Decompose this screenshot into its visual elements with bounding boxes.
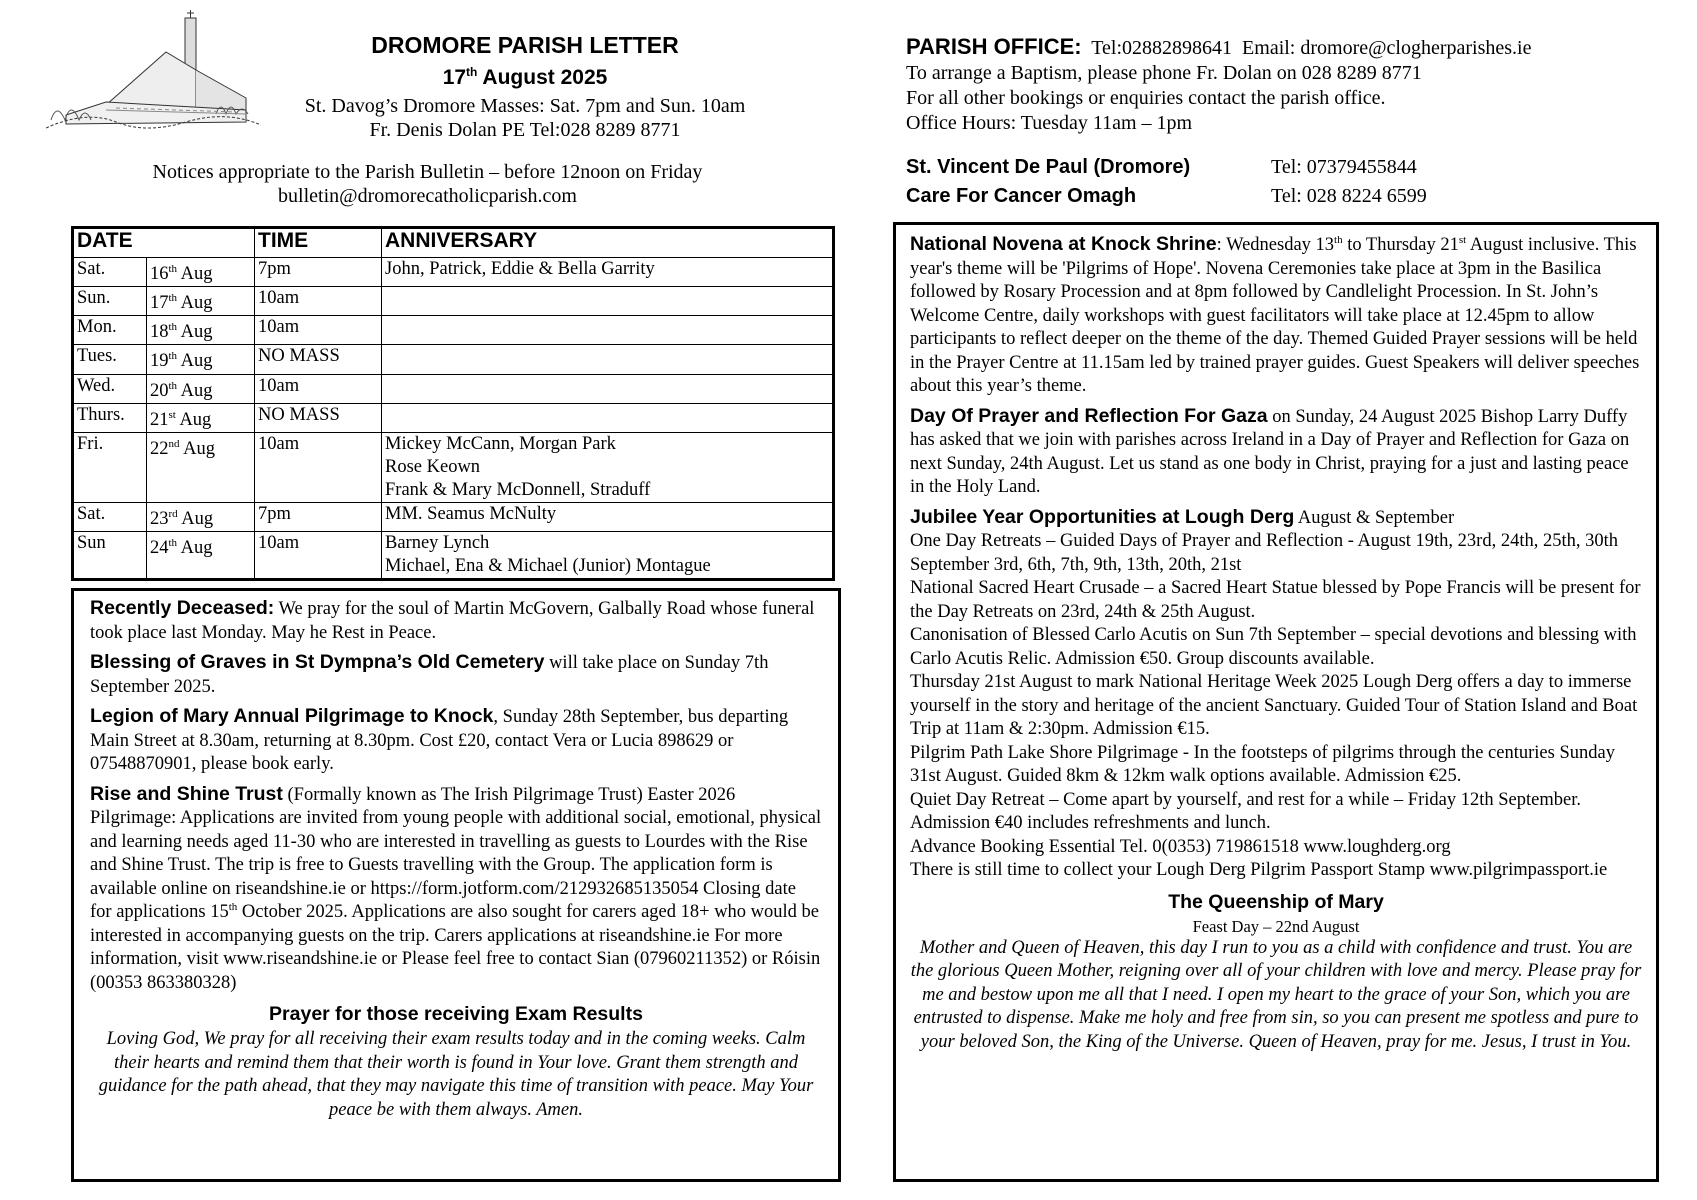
table-row	[73, 316, 834, 345]
deceased-text: We pray for the soul of Martin McGovern, Galbally Road whose funeral took place last Monday. May he Rest in Peace.	[90, 599, 815, 643]
date-suffix: th	[168, 263, 178, 275]
lough-heading: Jubilee Year Opportunities at Lough Derg	[910, 505, 1295, 528]
lough-subheading: August & September	[1294, 507, 1455, 528]
notice-deceased	[90, 597, 822, 645]
cell-date	[147, 316, 255, 345]
cell-anniversary	[382, 432, 834, 502]
table-row	[73, 432, 834, 502]
date-month: Aug	[177, 380, 213, 401]
deceased-heading: Recently Deceased:	[90, 597, 275, 619]
date-num: 23	[150, 509, 169, 530]
cell-time: 7pm	[255, 502, 382, 531]
date-num: 17	[150, 293, 169, 314]
gaza-heading: Day Of Prayer and Reflection For Gaza	[910, 404, 1268, 427]
cell-date	[147, 403, 255, 432]
date-month: Aug	[177, 351, 213, 372]
bookings-info: For all other bookings or enquiries contact the parish office.	[906, 87, 1386, 109]
rise-text-1: (Formally known as The Irish Pilgrimage Trust) Easter 2026 Pilgrimage: Applications are invited from young people with additional social, emotional, physical and learning needs aged 11-30 who are interested in travelling as guests to Lourdes with the Rise and Shine Trust. The trip is free to Guests travelling with the Group. The application form is available online on riseandshine.ie or https://form.jotform.com/212932685135054 Closing date for applications 15	[90, 784, 822, 922]
queenship-feast-day: Feast Day – 22nd August	[1192, 916, 1360, 936]
table-row	[73, 287, 834, 316]
table-row	[73, 345, 834, 374]
bulletin-email: bulletin@dromorecatholicparish.com	[278, 185, 577, 207]
office-contact-line	[906, 34, 1666, 61]
cell-time: NO MASS	[255, 345, 382, 374]
novena-text-3: August inclusive. This year's theme will be 'Pilgrims of Hope'. Novena Ceremonies take place at 3pm in the Basilica followed by Rosary Procession and at 8pm followed by Candlelight Procession. In St. John’s Welcome Centre, daily workshops with guest facilitators will take place at 12.45pm to allow participants to reflect deeper on the theme of the day. Themed Guided Prayer sessions will be held in the Prayer Centre at 11.15am led by trained prayer guides. Guest Speakers will deliver speeches about this year’s theme.	[910, 235, 1640, 396]
date-month: Aug	[177, 509, 214, 530]
cell-date	[147, 345, 255, 374]
cell-day: Sun.	[73, 287, 147, 316]
contact-name: St. Vincent De Paul (Dromore)	[906, 156, 1191, 178]
lough-item: Thursday 21st August to mark National Heritage Week 2025 Lough Derg offers a day to immerse yourself in the story and heritage of the ancient Sanctuary. Guided Tour of Station Island and Boat Trip at 11am & 2:30pm. Admission €15.	[910, 672, 1638, 739]
cell-date	[147, 287, 255, 316]
date-day: 17	[442, 66, 467, 89]
contact-tel: Tel: 07379455844	[1271, 156, 1417, 178]
date-month: Aug	[179, 439, 215, 460]
date-suffix: th	[168, 350, 178, 363]
rise-text-2: October 2025. Applications are also sought for carers aged 18+ who would be interested in accompanying guests on the trip. Carers applications at riseandshine.ie For more information, visit www.riseandshine.ie or Please feel free to contact Sian (07960211352) or Róisin (00353 863380328)	[90, 902, 821, 993]
contacts-list	[906, 153, 1666, 211]
novena-sup-2: st	[1458, 233, 1467, 246]
notice-gaza	[910, 405, 1642, 500]
masses-times: St. Davog’s Dromore Masses: Sat. 7pm and Sun. 10am	[304, 95, 746, 117]
date-num: 20	[150, 380, 169, 401]
date-num: 18	[150, 322, 169, 343]
anniversary-name: Rose Keown	[385, 456, 481, 477]
novena-sup-1: th	[1334, 233, 1343, 246]
date-suffix: th	[168, 292, 178, 305]
contact-name: Care For Cancer Omagh	[906, 185, 1137, 207]
lough-item: National Sacred Heart Crusade – a Sacred Heart Statue blessed by Pope Francis will be present for the Day Retreats on 23rd, 24th & 25th August.	[910, 578, 1641, 622]
cell-date	[147, 502, 255, 531]
cell-anniversary	[382, 374, 834, 403]
anniversary-name: Michael, Ena & Michael (Junior) Montague	[385, 556, 711, 577]
office-colon: :	[1074, 34, 1082, 59]
date-month: Aug	[177, 293, 213, 314]
table-row	[73, 374, 834, 403]
date-suffix: st	[168, 408, 176, 421]
cell-day: Sun	[73, 532, 147, 580]
bulletin-notice	[75, 160, 780, 208]
legion-text: , Sunday 28th September, bus departing Main Street at 8.30am, returning at 8.30pm. Cost £20, contact Vera or Lucia 898629 or 07548870901, please book early.	[90, 707, 789, 774]
page-title: DROMORE PARISH LETTER	[371, 32, 679, 58]
notices-deadline: Notices appropriate to the Parish Bulletin – before 12noon on Friday	[152, 161, 703, 183]
lough-item: Quiet Day Retreat – Come apart by yourself, and rest for a while – Friday 12th September. Admission €40 includes refreshments and lunch.	[910, 789, 1581, 833]
cell-anniversary	[382, 287, 834, 316]
date-suffix: nd	[168, 437, 180, 450]
office-label: PARISH OFFICE	[906, 34, 1075, 59]
anniversary-name: Mickey McCann, Morgan Park	[385, 433, 616, 454]
date-suffix: th	[168, 321, 178, 334]
lough-item: Canonisation of Blessed Carlo Acutis on Sun 7th September – special devotions and blessing with Carlo Acutis Relic. Admission €50. Group discounts available.	[910, 625, 1637, 669]
table-row	[73, 502, 834, 531]
date-num: 22	[150, 439, 169, 460]
novena-heading: National Novena at Knock Shrine	[910, 233, 1217, 255]
cell-day: Thurs.	[73, 403, 147, 432]
novena-text-2: to Thursday 21	[1342, 235, 1459, 255]
priest-contact: Fr. Denis Dolan PE Tel:028 8289 8771	[369, 119, 681, 141]
cell-time: 10am	[255, 316, 382, 345]
rise-heading: Rise and Shine Trust	[90, 782, 283, 805]
cell-anniversary	[382, 345, 834, 374]
mass-table-body	[73, 258, 834, 580]
date-suffix: th	[168, 379, 178, 392]
cell-anniversary	[382, 502, 834, 531]
anniversary-name: John, Patrick, Eddie & Bella Garrity	[385, 259, 655, 279]
date-num: 24	[150, 538, 169, 559]
gaza-text: on Sunday, 24 August 2025 Bishop Larry Duffy has asked that we join with parishes across Ireland in a Day of Prayer and Reflection for Gaza on next Sunday, 24th August. Let us stand as one body in Christ, praying for a just and lasting peace in the Holy Land.	[910, 406, 1630, 497]
cell-time: 10am	[255, 374, 382, 403]
contact-row	[906, 153, 1666, 182]
cell-anniversary	[382, 403, 834, 432]
header-time: TIME	[255, 228, 382, 258]
novena-text-1: : Wednesday 13	[1216, 235, 1335, 255]
office-hours: Office Hours: Tuesday 11am – 1pm	[906, 112, 1193, 134]
cell-day: Wed.	[73, 374, 147, 403]
left-notices-box	[71, 588, 841, 1182]
cell-day: Fri.	[73, 432, 147, 502]
mass-schedule-table	[71, 226, 835, 581]
parish-letter-header	[260, 32, 790, 142]
anniversary-name: Frank & Mary McDonnell, Straduff	[385, 479, 651, 500]
cell-time: NO MASS	[255, 403, 382, 432]
cell-day: Tues.	[73, 345, 147, 374]
date-suffix: th	[466, 65, 478, 79]
date-month: Aug	[177, 538, 213, 559]
cell-anniversary	[382, 258, 834, 287]
notice-lough-derg	[910, 506, 1642, 883]
anniversary-name: Barney Lynch	[385, 533, 490, 554]
graves-text: will take place on Sunday 7th September 2025.	[90, 653, 769, 697]
lough-heading-line	[910, 506, 1642, 531]
cell-anniversary	[382, 532, 834, 580]
contact-tel: Tel: 028 8224 6599	[1271, 185, 1427, 207]
date-month: Aug	[177, 264, 213, 285]
queenship-prayer: Mother and Queen of Heaven, this day I run to you as a child with confidence and trust. You are the glorious Queen Mother, reigning over all of your children with love and mercy. Please pray for me and bestow upon me all that I need. I open my heart to the grace of your Son, which you are entrusted to dispense. Make me holy and free from sin, so you can present me spotless and pure to your beloved Son, the King of the Universe. Queen of Heaven, pray for me. Jesus, I trust in You.	[910, 937, 1642, 1052]
lough-item: There is still time to collect your Lough Derg Pilgrim Passport Stamp www.pilgrimpassport.ie	[910, 860, 1608, 880]
cell-date	[147, 532, 255, 580]
header-anniversary: ANNIVERSARY	[382, 228, 834, 258]
table-row	[73, 258, 834, 287]
date-month: Aug	[177, 322, 213, 343]
graves-heading: Blessing of Graves in St Dympna’s Old Cemetery	[90, 651, 545, 673]
cell-time: 10am	[255, 432, 382, 502]
cell-date	[147, 258, 255, 287]
cell-time: 7pm	[255, 258, 382, 287]
cell-anniversary	[382, 316, 834, 345]
date-num: 21	[150, 409, 169, 430]
parish-office-info	[906, 34, 1666, 136]
cell-date	[147, 374, 255, 403]
lough-item: Pilgrim Path Lake Shore Pilgrimage - In the footsteps of pilgrims through the centuries Sunday 31st August. Guided 8km & 12km walk options available. Admission €25.	[910, 742, 1615, 786]
exam-prayer-title: Prayer for those receiving Exam Results	[269, 1003, 643, 1025]
cell-day: Mon.	[73, 316, 147, 345]
queenship-title: The Queenship of Mary	[1168, 890, 1384, 913]
date-num: 16	[150, 264, 169, 285]
letter-date	[260, 65, 790, 90]
contact-row	[906, 182, 1666, 211]
church-illustration	[46, 10, 261, 145]
cell-day: Sat.	[73, 502, 147, 531]
date-month: Aug	[175, 409, 212, 430]
lough-item: Advance Booking Essential Tel. 0(0353) 719861518 www.loughderg.org	[910, 836, 1451, 857]
table-row	[73, 403, 834, 432]
office-contact: Tel:02882898641 Email: dromore@clogherparishes.ie	[1081, 37, 1532, 59]
notice-legion	[90, 705, 822, 777]
baptism-info: To arrange a Baptism, please phone Fr. Dolan on 028 8289 8771	[906, 62, 1422, 84]
date-rest: August 2025	[477, 66, 608, 89]
exam-prayer-text: Loving God, We pray for all receiving their exam results today and in the coming weeks. Calm their hearts and remind them that their worth is found in Your love. Grant them strength and guidance for the path ahead, that they may navigate this time of transition with peace. May Your peace be with them always. Amen.	[98, 1029, 814, 1120]
cell-time: 10am	[255, 287, 382, 316]
date-suffix: th	[168, 537, 178, 550]
cell-date	[147, 432, 255, 502]
rise-sup: th	[228, 900, 238, 913]
header-date: DATE	[73, 228, 255, 258]
notice-novena	[910, 233, 1642, 399]
table-row	[73, 532, 834, 580]
anniversary-name: MM. Seamus McNulty	[385, 503, 557, 524]
right-notices-box	[893, 222, 1659, 1182]
notice-graves	[90, 651, 822, 699]
date-num: 19	[150, 351, 169, 372]
cell-day: Sat.	[73, 258, 147, 287]
lough-item: One Day Retreats – Guided Days of Prayer and Reflection - August 19th, 23rd, 24th, 25th, 30th September 3rd, 6th, 7th, 9th, 13th, 20th, 21st	[910, 531, 1619, 575]
table-header-row	[73, 228, 834, 258]
date-suffix: rd	[168, 507, 178, 520]
legion-heading: Legion of Mary Annual Pilgrimage to Knock	[90, 705, 494, 727]
cell-time: 10am	[255, 532, 382, 580]
notice-rise-shine	[90, 783, 822, 996]
